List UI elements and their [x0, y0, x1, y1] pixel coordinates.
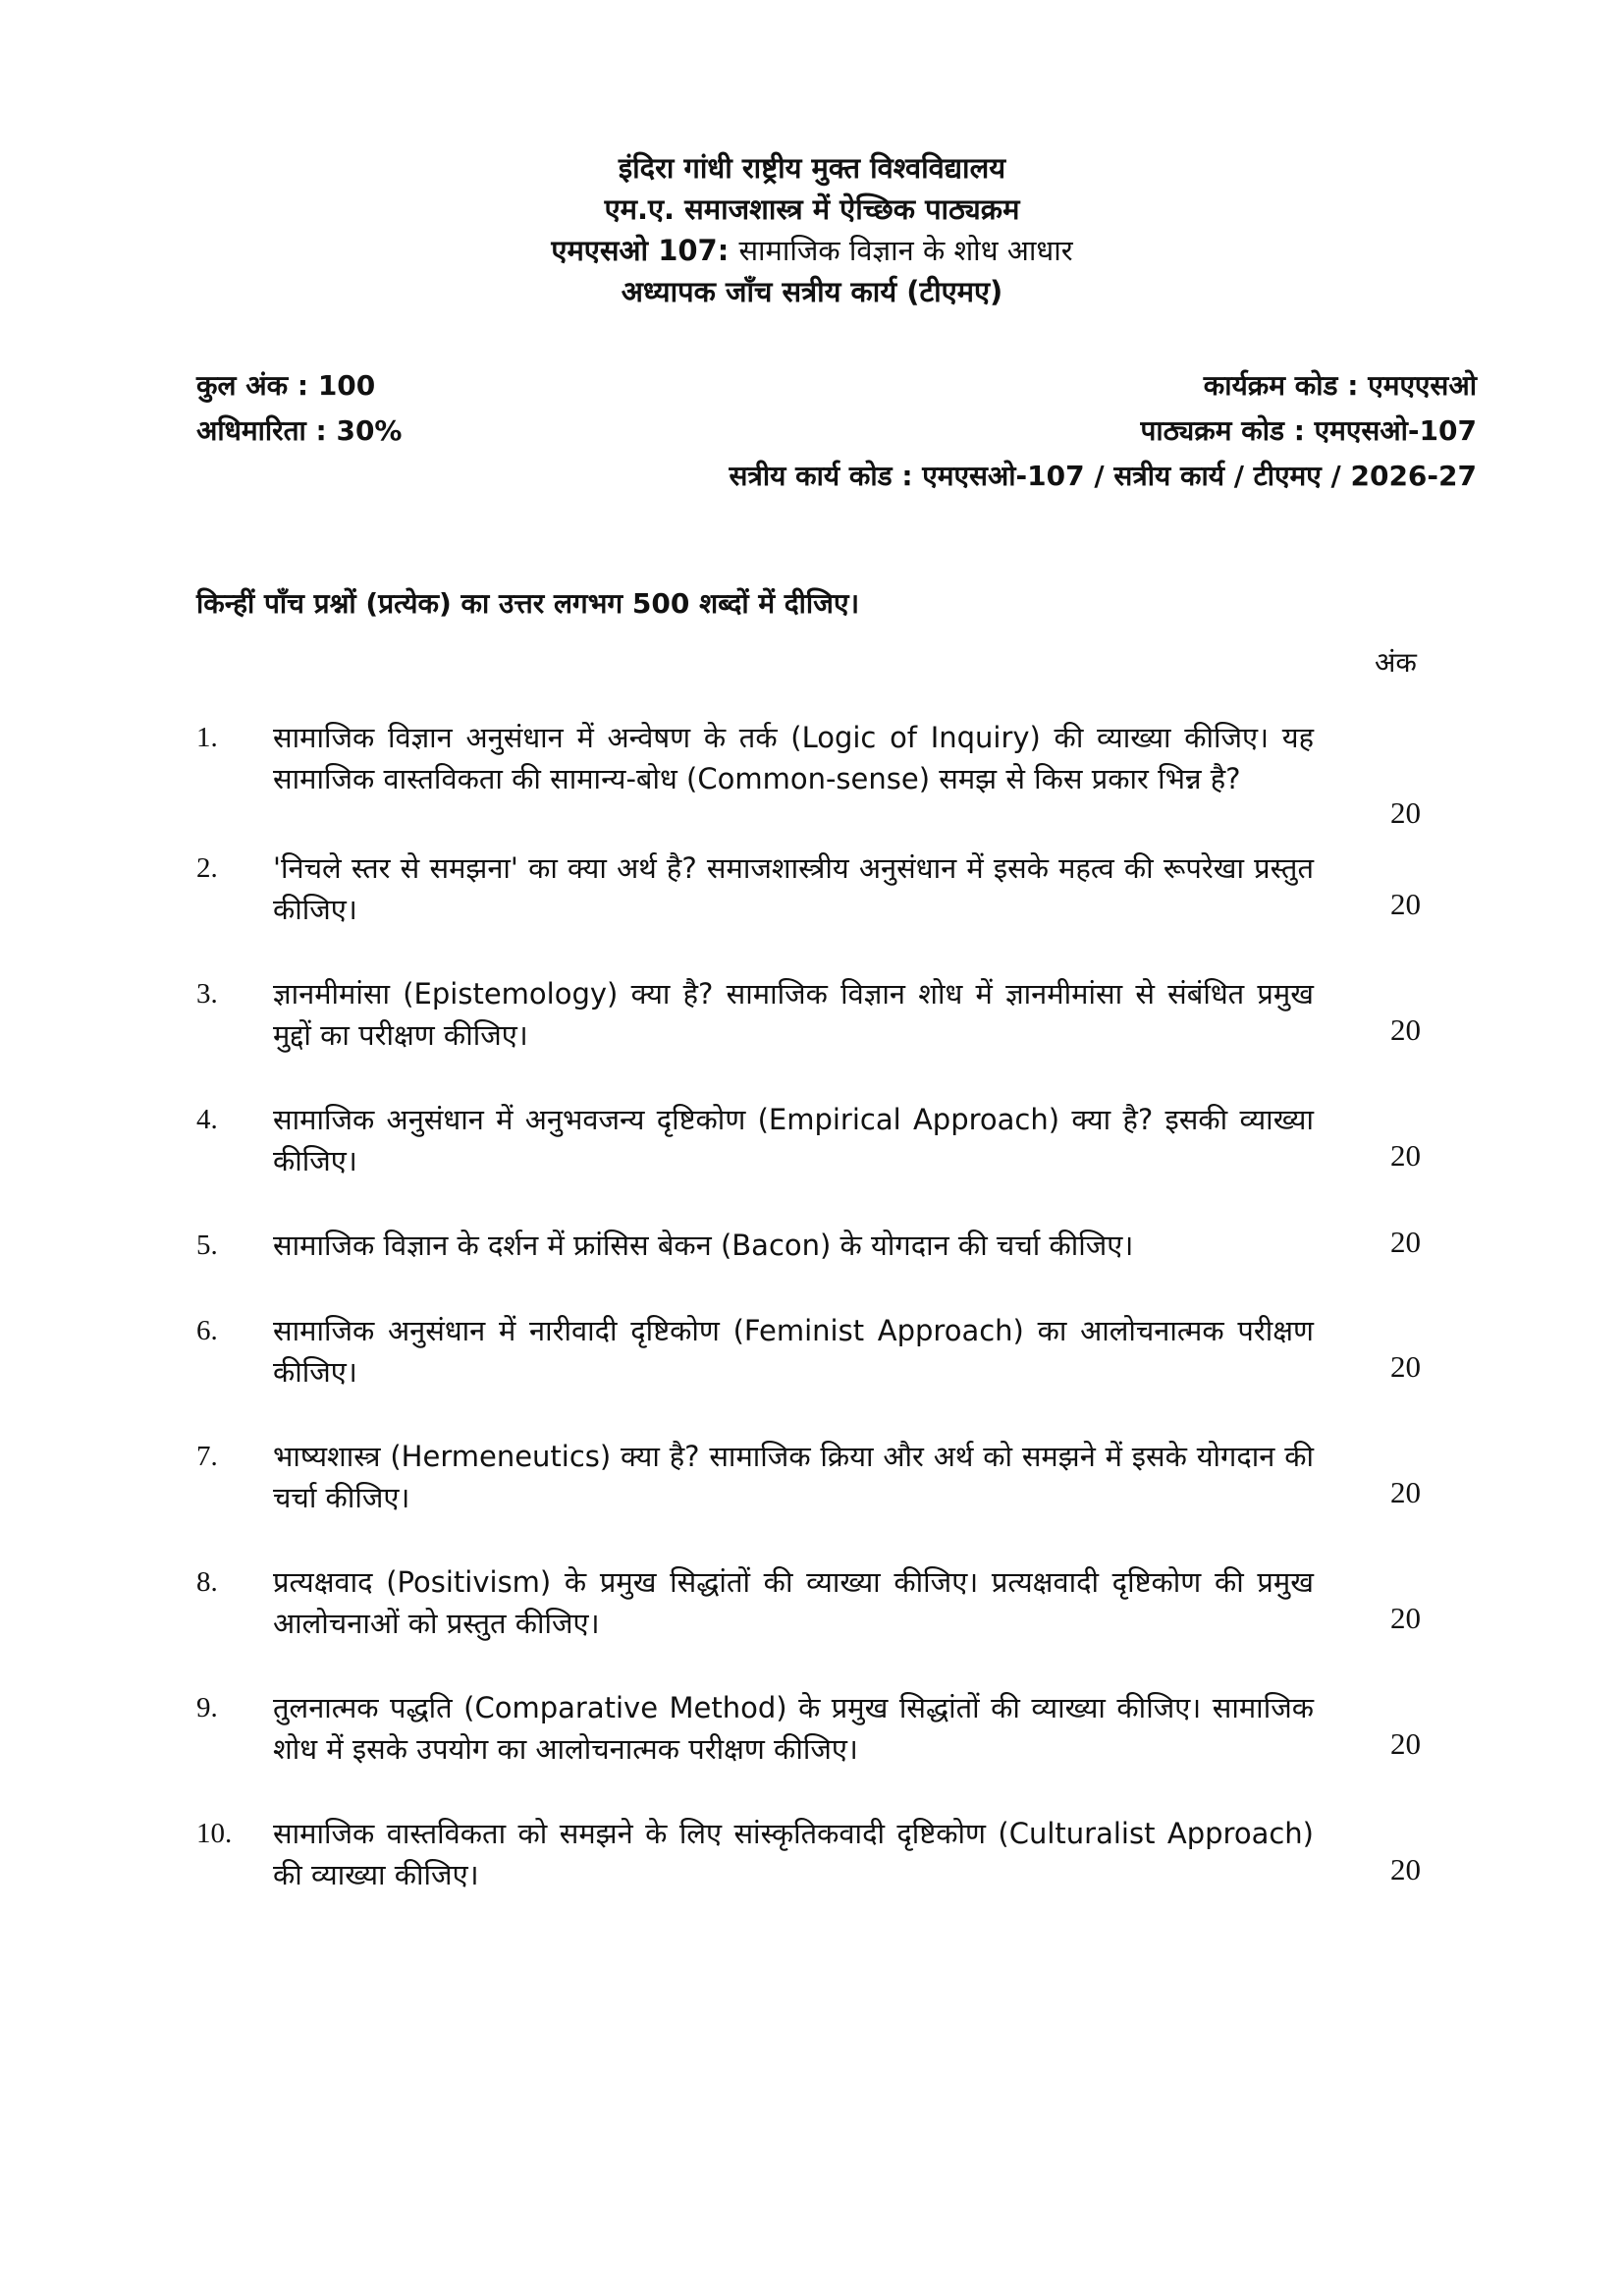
weightage: अधिमारिता : 30% — [196, 414, 403, 447]
question-item — [0, 1436, 1624, 1561]
total-marks: कुल अंक : 100 — [196, 369, 376, 402]
question-text: प्रत्यक्षवाद (Positivism) के प्रमुख सिद्धांतों की व्याख्या कीजिए। प्रत्यक्षवादी दृष्टिकोण की प्रमुख आलोचनाओं को प्रस्तुत कीजिए। — [273, 1565, 1314, 1640]
course-title-line — [0, 230, 1624, 271]
question-marks: 20 — [1390, 1138, 1421, 1173]
university-name: इंदिरा गांधी राष्ट्रीय मुक्त विश्वविद्यालय — [618, 151, 1006, 185]
question-text: सामाजिक विज्ञान के दर्शन में फ्रांसिस बेकन (Bacon) के योगदान की चर्चा कीजिए। — [273, 1229, 1134, 1262]
programme-line: एम.ए. समाजशास्त्र में ऐच्छिक पाठ्यक्रम — [604, 192, 1020, 226]
question-number: 5. — [196, 1230, 218, 1261]
question-text: भाष्यशास्त्र (Hermeneutics) क्या है? सामाजिक क्रिया और अर्थ को समझने में इसके योगदान की चर्चा कीजिए। — [273, 1440, 1314, 1514]
question-marks: 20 — [1390, 795, 1421, 830]
question-item — [0, 847, 1624, 973]
question-item — [0, 1099, 1624, 1225]
instruction: किन्हीं पाँच प्रश्नों (प्रत्येक) का उत्तर लगभग 500 शब्दों में दीजिए। — [196, 587, 860, 620]
question-item — [0, 717, 1624, 847]
course-code: पाठ्यक्रम कोड : एमएसओ-107 — [1140, 414, 1477, 447]
question-item — [0, 1687, 1624, 1813]
question-marks: 20 — [1390, 1012, 1421, 1047]
question-number: 2. — [196, 852, 218, 884]
question-number: 7. — [196, 1441, 218, 1472]
question-marks: 20 — [1390, 1726, 1421, 1761]
question-text: सामाजिक अनुसंधान में अनुभवजन्य दृष्टिकोण (Empirical Approach) क्या है? इसकी व्याख्या कीजिए। — [273, 1103, 1314, 1177]
question-number: 8. — [196, 1566, 218, 1598]
question-marks: 20 — [1390, 1852, 1421, 1886]
course-title: सामाजिक विज्ञान के शोध आधार — [738, 234, 1073, 267]
document-header — [0, 147, 1624, 312]
marks-heading: अंक — [1375, 646, 1417, 679]
question-text: ज्ञानमीमांसा (Epistemology) क्या है? सामाजिक विज्ञान शोध में ज्ञानमीमांसा से संबंधित प्रमुख मुद्दों का परीक्षण कीजिए। — [273, 977, 1314, 1052]
question-text: सामाजिक अनुसंधान में नारीवादी दृष्टिकोण (Feminist Approach) का आलोचनात्मक परीक्षण कीजिए। — [273, 1314, 1314, 1389]
question-marks: 20 — [1390, 1349, 1421, 1384]
meta-left — [196, 363, 403, 454]
question-text: सामाजिक विज्ञान अनुसंधान में अन्वेषण के तर्क (Logic of Inquiry) की व्याख्या कीजिए। यह सामाजिक वास्तविकता की सामान्य-बोध (Common-sense) समझ से किस प्रकार भिन्न है? — [273, 721, 1314, 795]
assignment-code: सत्रीय कार्य कोड : एमएसओ-107 / सत्रीय कार्य / टीएमए / 2026-27 — [729, 460, 1477, 492]
question-list — [0, 717, 1624, 1939]
question-item — [0, 973, 1624, 1099]
question-text: तुलनात्मक पद्धति (Comparative Method) के प्रमुख सिद्धांतों की व्याख्या कीजिए। सामाजिक शोध में इसके उपयोग का आलोचनात्मक परीक्षण कीजिए। — [273, 1691, 1314, 1766]
question-marks: 20 — [1390, 1601, 1421, 1635]
question-item — [0, 1225, 1624, 1310]
question-number: 4. — [196, 1104, 218, 1135]
question-item — [0, 1310, 1624, 1436]
question-number: 1. — [196, 722, 218, 753]
question-number: 9. — [196, 1692, 218, 1723]
course-code-label: एमएसओ 107: — [551, 234, 730, 267]
question-item — [0, 1813, 1624, 1939]
question-item — [0, 1561, 1624, 1687]
question-number: 3. — [196, 978, 218, 1010]
question-text: 'निचले स्तर से समझना' का क्या अर्थ है? समाजशास्त्रीय अनुसंधान में इसके महत्व की रूपरेखा प्रस्तुत कीजिए। — [273, 851, 1314, 926]
question-marks: 20 — [1390, 1225, 1421, 1259]
question-text: सामाजिक वास्तविकता को समझने के लिए सांस्कृतिकवादी दृष्टिकोण (Culturalist Approach) की व्याख्या कीजिए। — [273, 1817, 1314, 1891]
programme-code: कार्यक्रम कोड : एमएएसओ — [1203, 369, 1477, 402]
question-number: 6. — [196, 1315, 218, 1346]
question-marks: 20 — [1390, 887, 1421, 921]
question-number: 10. — [196, 1818, 233, 1849]
question-marks: 20 — [1390, 1475, 1421, 1509]
meta-right — [729, 363, 1477, 499]
assignment-title: अध्यापक जाँच सत्रीय कार्य (टीएमए) — [621, 275, 1003, 308]
